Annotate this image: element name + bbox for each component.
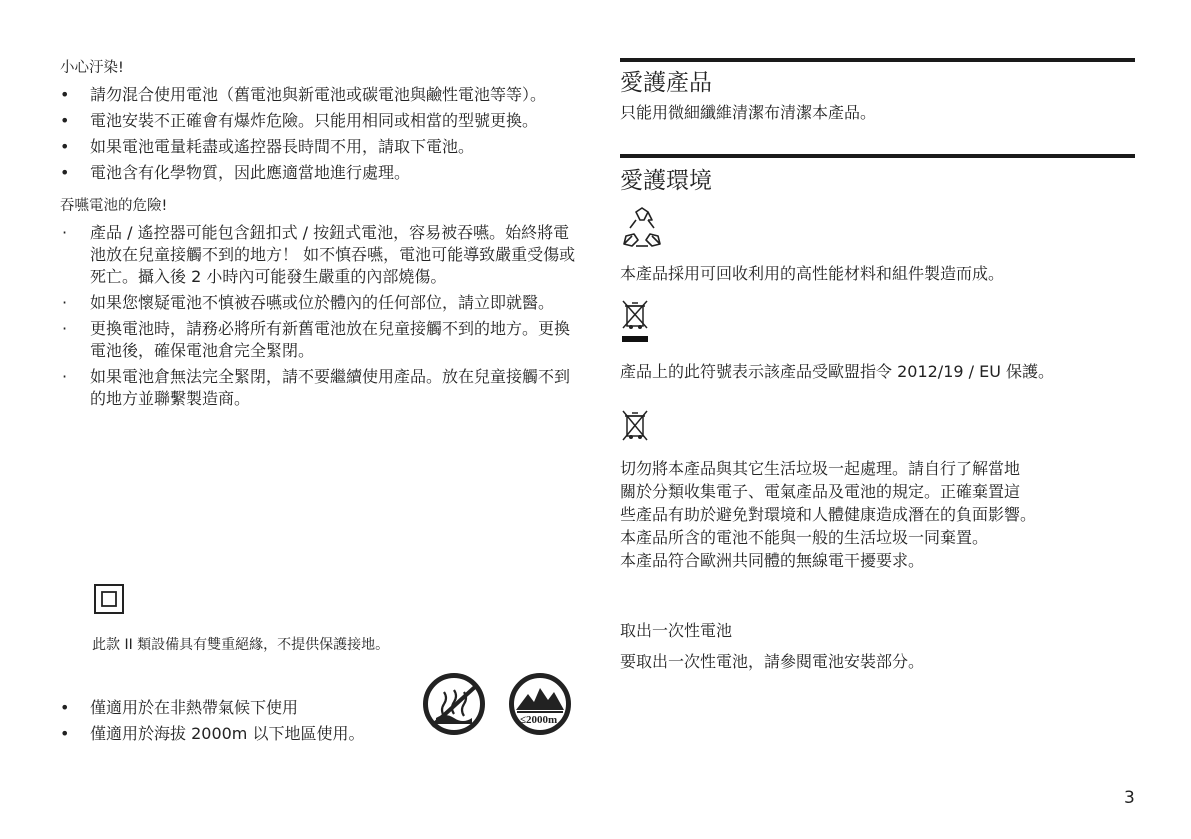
non-tropical-climate-icon xyxy=(422,672,486,736)
list-item: • 如果電池電量耗盡或遙控器長時間不用，請取下電池。 xyxy=(60,136,580,158)
recycle-icon xyxy=(620,206,664,250)
disposal-line: 切勿將本產品與其它生活垃圾一起處理。請自行了解當地 xyxy=(620,459,1021,478)
crossed-bin-icon xyxy=(620,298,650,344)
list-item: • 電池含有化學物質，因此應適當地進行處理。 xyxy=(60,162,580,184)
climate-list xyxy=(60,697,460,745)
swallow-list xyxy=(60,222,580,410)
disposal-line: 關於分類收集電子、電氣產品及電池的規定。正確棄置這 xyxy=(620,482,1021,501)
care-title: 愛護產品 xyxy=(620,70,712,96)
altitude-icon xyxy=(508,672,572,736)
care-text: 只能用微細纖維清潔布清潔本產品。 xyxy=(620,103,877,122)
class2-icon xyxy=(94,584,124,614)
list-item: · 如果電池倉無法完全緊閉，請不要繼續使用產品。放在兒童接觸不到的地方並聯繫製造商。 xyxy=(60,366,580,410)
remove-title: 取出一次性電池 xyxy=(620,621,733,640)
list-item: · 如果您懷疑電池不慎被吞嚥或位於體內的任何部位，請立即就醫。 xyxy=(60,292,580,314)
list-item: • 僅適用於在非熱帶氣候下使用 xyxy=(60,697,460,719)
weee-text: 產品上的此符號表示該產品受歐盟指令 2012/19 / EU 保護。 xyxy=(620,362,1055,381)
list-item: • 請勿混合使用電池（舊電池與新電池或碳電池與鹼性電池等等）。 xyxy=(60,84,580,106)
swallow-title: 吞嚥電池的危險! xyxy=(60,198,168,214)
disposal-line: 本產品所含的電池不能與一般的生活垃圾一同棄置。 xyxy=(620,528,989,547)
section-divider xyxy=(620,154,1135,158)
list-item: · 更換電池時，請務必將所有新舊電池放在兒童接觸不到的地方。更換電池後，確保電池倉完全緊閉。 xyxy=(60,318,580,362)
disposal-line: 本產品符合歐洲共同體的無線電干擾要求。 xyxy=(620,551,925,570)
recycle-text: 本產品採用可回收利用的高性能材料和組件製造而成。 xyxy=(620,264,1005,283)
caution-title: 小心汙染! xyxy=(60,60,124,76)
list-item: • 電池安裝不正確會有爆炸危險。只能用相同或相當的型號更換。 xyxy=(60,110,580,132)
env-title: 愛護環境 xyxy=(620,168,712,194)
altitude-label: ≤2000m xyxy=(520,714,558,726)
disposal-line: 些產品有助於避免對環境和人體健康造成潛在的負面影響。 xyxy=(620,505,1037,524)
caution-list xyxy=(60,84,580,184)
left-column xyxy=(60,58,580,410)
list-item: • 僅適用於海拔 2000m 以下地區使用。 xyxy=(60,723,460,745)
disposal-paragraph xyxy=(620,457,1140,572)
class2-text: 此款 II 類設備具有雙重絕緣，不提供保護接地。 xyxy=(92,637,390,653)
section-divider xyxy=(620,58,1135,62)
right-column xyxy=(620,58,1135,200)
remove-text: 要取出一次性電池，請參閱電池安裝部分。 xyxy=(620,652,925,671)
page-number: 3 xyxy=(1124,788,1135,808)
list-item: · 產品 / 遙控器可能包含鈕扣式 / 按鈕式電池，容易被吞嚥。始終將電池放在兒童接觸不到的地方！ 如不慎吞嚥，電池可能導致嚴重受傷或死亡。攝入後 2 小時內可能發生嚴重的內部燒傷。 xyxy=(60,222,580,288)
crossed-bin-battery-icon xyxy=(620,408,650,442)
